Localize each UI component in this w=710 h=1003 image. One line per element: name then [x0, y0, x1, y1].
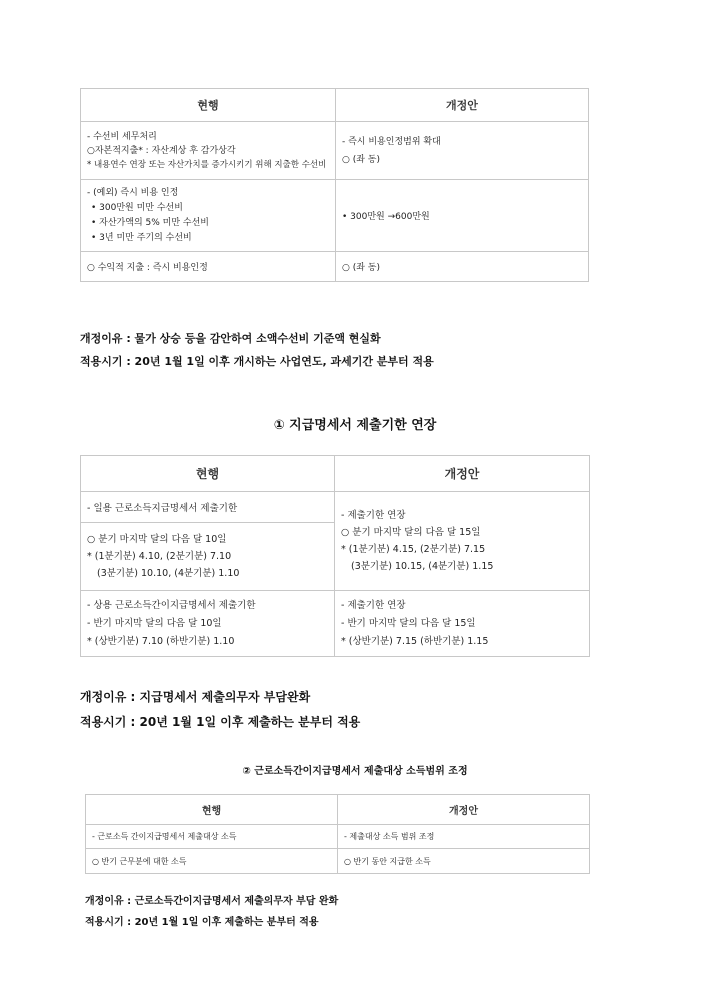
table-row: [81, 492, 590, 523]
cell-revised: ○ 반기 동안 지급한 소득: [338, 849, 590, 874]
header-current: 현행: [81, 89, 336, 122]
cell-revised: [336, 180, 589, 252]
cell-line: * (상반기분) 7.15 (하반기분) 1.15: [341, 635, 489, 647]
cell-line: - 제출기한 연장: [341, 510, 406, 521]
cell-revised: [335, 591, 590, 657]
revision-reason: 개정이유 : 근로소득간이지급명세서 제출의무자 부담 완화: [85, 896, 339, 907]
cell-revised: - 제출대상 소득 범위 조정: [338, 825, 590, 849]
cell-line: • 3년 미만 주기의 수선비: [91, 232, 192, 243]
cell-current: ○ 수익적 지출 : 즉시 비용인정: [81, 252, 336, 282]
revision-reason: 개정이유 : 물가 상승 등을 감안하여 소액수선비 기준액 현실화: [80, 332, 381, 345]
cell-current: [81, 591, 335, 657]
cell-line: - 제출기한 연장: [341, 599, 406, 611]
cell-line: * 내용연수 연장 또는 자산가치를 증가시키기 위해 지출한 수선비: [87, 159, 327, 170]
cell-line: (3분기분) 10.10, (4분기분) 1.10: [97, 568, 240, 579]
table-row: [81, 591, 590, 657]
cell-line: ○ 분기 마지막 달의 다음 달 10일: [87, 534, 227, 545]
cell-line: - 즉시 비용인정범위 확대: [342, 136, 441, 147]
cell-line: ○ 분기 마지막 달의 다음 달 15일: [341, 527, 481, 538]
section-title: ① 지급명세서 제출기한 연장: [273, 418, 437, 433]
cell-revised: [335, 492, 590, 591]
header-revised: 개정안: [338, 795, 590, 825]
cell-current: [81, 180, 336, 252]
table-row: [81, 252, 589, 282]
revision-reason: 개정이유 : 지급명세서 제출의무자 부담완화: [80, 690, 311, 704]
repair-cost-table: [80, 88, 589, 282]
effective-date: 적용시기 : 20년 1월 1일 이후 개시하는 사업연도, 과세기간 분부터 적용: [80, 355, 434, 368]
cell-line: - 수선비 세무처리: [87, 131, 157, 142]
filing-deadline-table: [80, 455, 590, 657]
cell-line: ○ (좌 동): [342, 154, 380, 165]
cell-line: * (상반기분) 7.10 (하반기분) 1.10: [87, 635, 235, 647]
cell-current: [81, 122, 336, 180]
table-row: [81, 180, 589, 252]
cell-current: - 근로소득 간이지급명세서 제출대상 소득: [86, 825, 338, 849]
cell-current: - 일용 근로소득지급명세서 제출기한: [81, 492, 335, 523]
cell-revised: ○ (좌 동): [336, 252, 589, 282]
cell-line: • 300만원 →600만원: [342, 212, 430, 222]
cell-current: [81, 523, 335, 591]
table-row: [86, 825, 590, 849]
table-row: [81, 122, 589, 180]
header-revised: 개정안: [335, 456, 590, 492]
cell-line: - 상용 근로소득간이지급명세서 제출기한: [87, 599, 256, 611]
cell-line: • 300만원 미만 수선비: [91, 202, 183, 213]
cell-line: * (1분기분) 4.15, (2분기분) 7.15: [341, 544, 486, 555]
table-row: [86, 849, 590, 874]
header-current: 현행: [86, 795, 338, 825]
cell-line: ○자본적지출* : 자산계상 후 감가상각: [87, 145, 236, 156]
cell-line: • 자산가액의 5% 미만 수선비: [91, 217, 209, 228]
effective-date: 적용시기 : 20년 1월 1일 이후 제출하는 분부터 적용: [85, 917, 319, 928]
header-revised: 개정안: [336, 89, 589, 122]
cell-line: * (1분기분) 4.10, (2분기분) 7.10: [87, 551, 232, 562]
header-current: 현행: [81, 456, 335, 492]
cell-line: - (예외) 즉시 비용 인정: [87, 187, 179, 198]
section-title: ② 근로소득간이지급명세서 제출대상 소득범위 조정: [242, 766, 468, 777]
cell-revised: [336, 122, 589, 180]
cell-current: ○ 반기 근무분에 대한 소득: [86, 849, 338, 874]
income-scope-table: [85, 794, 590, 874]
cell-line: (3분기분) 10.15, (4분기분) 1.15: [351, 561, 494, 572]
cell-line: - 반기 마지막 달의 다음 달 15일: [341, 617, 476, 629]
effective-date: 적용시기 : 20년 1월 1일 이후 제출하는 분부터 적용: [80, 715, 361, 729]
cell-line: - 반기 마지막 달의 다음 달 10일: [87, 617, 222, 629]
